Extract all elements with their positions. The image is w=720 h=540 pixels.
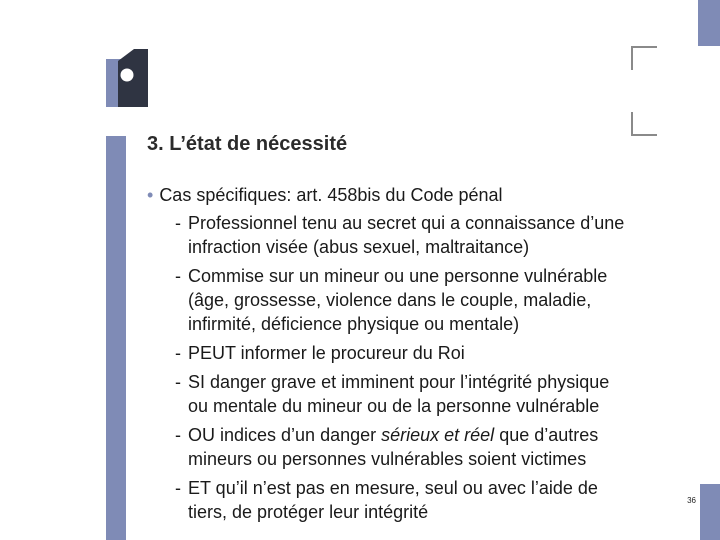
list-item [147, 341, 687, 365]
list-item-line: PEUT informer le procureur du Roi [188, 343, 465, 363]
list-item-line: infraction visée (abus sexuel, maltraitance) [188, 237, 530, 257]
list-item-line: infirmité, déficience physique ou mentale) [188, 314, 520, 334]
dash-marker: - [175, 478, 181, 498]
sub-bullet-list [147, 211, 687, 524]
list-item-line: mineurs ou personnes vulnérables soient victimes [188, 449, 587, 469]
bottom-right-accent-bar [700, 484, 720, 540]
slide-number: 36 [687, 496, 696, 505]
top-right-accent-bar [698, 0, 720, 46]
bullet-marker: • [147, 185, 154, 205]
list-item [147, 476, 687, 524]
list-item-line: Commise sur un mineur ou une personne vulnérable [188, 266, 608, 286]
dash-marker: - [175, 372, 181, 392]
text-run: OU indices d’un danger [188, 425, 382, 445]
slide-content [147, 183, 687, 529]
list-item-line: (âge, grossesse, violence dans le couple, maladie, [188, 290, 592, 310]
emphasized-text: sérieux et réel [381, 425, 495, 445]
frame-corner-bottom [631, 112, 657, 136]
list-item [147, 370, 687, 418]
left-accent-bar [106, 136, 126, 540]
list-item-line: ou mentale du mineur ou de la personne vulnérable [188, 396, 600, 416]
main-bullet [147, 183, 687, 207]
list-item-line: tiers, de protéger leur intégrité [188, 502, 429, 522]
list-item [147, 211, 687, 259]
list-item [147, 423, 687, 471]
list-item-line: SI danger grave et imminent pour l’intégrité physique [188, 372, 610, 392]
dash-marker: - [175, 343, 181, 363]
dash-marker: - [175, 425, 181, 445]
text-run: que d’autres [494, 425, 599, 445]
main-bullet-text: Cas spécifiques: art. 458bis du Code pénal [159, 185, 503, 205]
slide-title: 3. L’état de nécessité [147, 133, 348, 155]
list-item-line: Professionnel tenu au secret qui a connaissance d’une [188, 213, 625, 233]
logo-icon [106, 47, 148, 107]
dash-marker: - [175, 266, 181, 286]
dash-marker: - [175, 213, 181, 233]
list-item-line [188, 423, 687, 447]
list-item-line: ET qu’il n’est pas en mesure, seul ou avec l’aide de [188, 478, 598, 498]
frame-corner-top [631, 46, 657, 70]
list-item [147, 264, 687, 336]
